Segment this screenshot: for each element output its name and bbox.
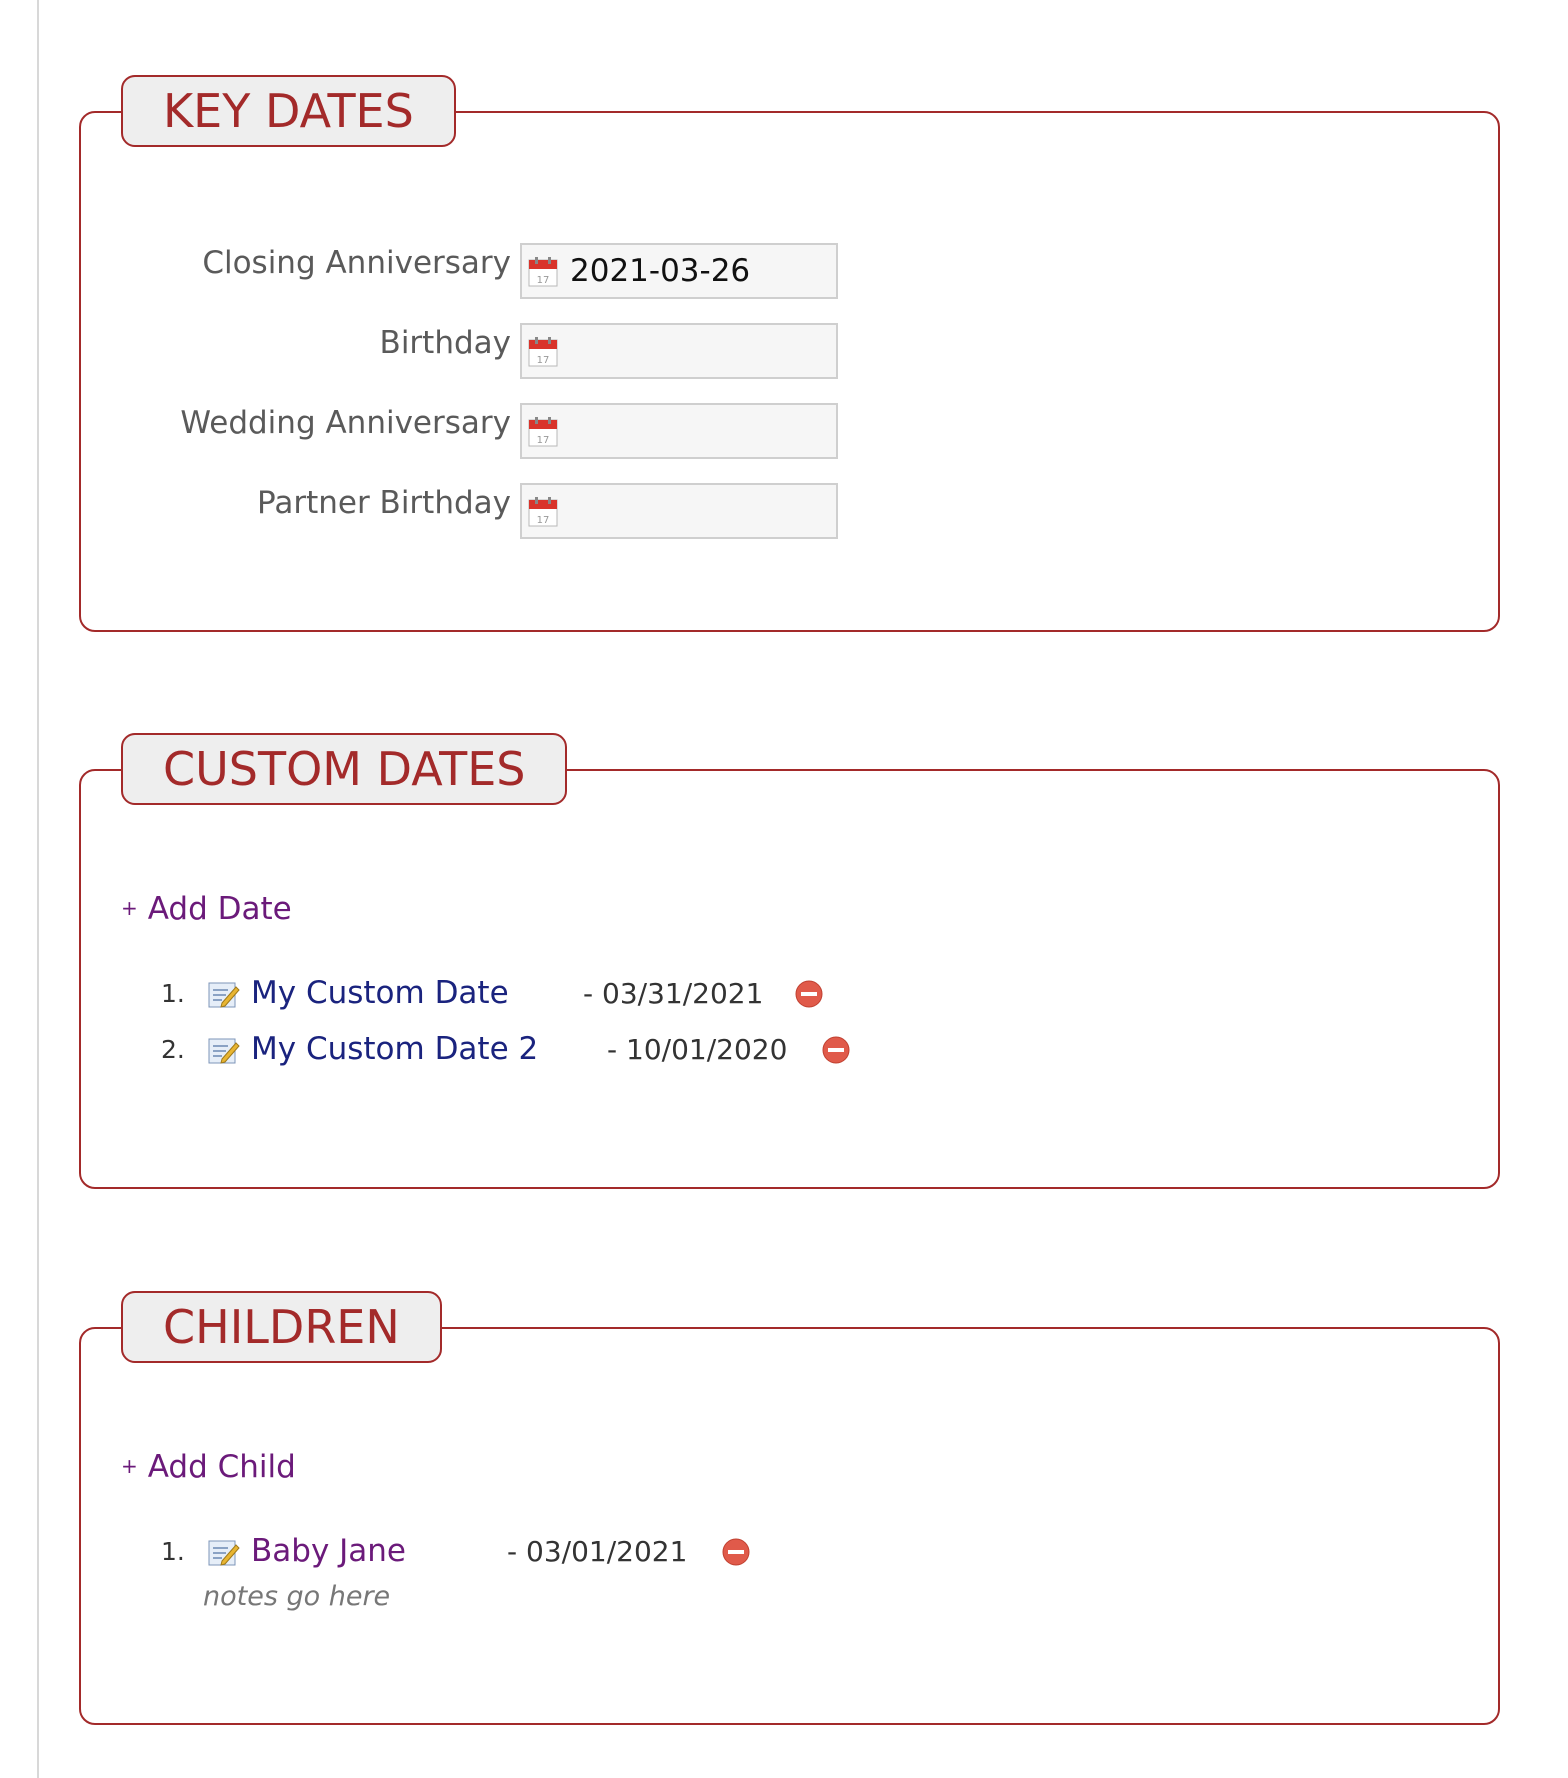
list-number: 2. — [161, 1035, 185, 1064]
svg-text:17: 17 — [536, 275, 550, 286]
plus-icon: + — [121, 896, 138, 920]
add-child-link[interactable] — [121, 1449, 296, 1485]
birthday-row — [81, 323, 981, 379]
birthday-label: Birthday — [379, 325, 511, 361]
add-child-label: Add Child — [147, 1449, 296, 1485]
edit-icon[interactable] — [208, 1537, 240, 1567]
birthday-input[interactable] — [570, 331, 820, 371]
calendar-icon[interactable] — [528, 497, 558, 527]
partner-birthday-field[interactable] — [520, 483, 838, 539]
wedding-anniversary-row — [81, 403, 981, 459]
edit-icon[interactable] — [208, 979, 240, 1009]
remove-icon[interactable] — [794, 979, 824, 1009]
calendar-icon[interactable] — [528, 257, 558, 287]
list-number: 1. — [161, 1537, 185, 1566]
child-date-value: - 03/01/2021 — [507, 1535, 688, 1568]
add-date-label: Add Date — [147, 891, 292, 927]
closing-anniversary-field[interactable] — [520, 243, 838, 299]
custom-dates-title: CUSTOM DATES — [121, 733, 567, 805]
calendar-icon[interactable] — [528, 337, 558, 367]
custom-date-link[interactable]: My Custom Date — [251, 975, 509, 1011]
custom-date-link[interactable]: My Custom Date 2 — [251, 1031, 539, 1067]
svg-text:17: 17 — [536, 515, 550, 526]
wedding-anniversary-label: Wedding Anniversary — [180, 405, 511, 441]
calendar-icon[interactable] — [528, 417, 558, 447]
child-notes: notes go here — [203, 1581, 391, 1612]
wedding-anniversary-field[interactable] — [520, 403, 838, 459]
custom-date-value: - 03/31/2021 — [583, 977, 764, 1010]
left-border-rule — [37, 0, 39, 1778]
partner-birthday-input[interactable] — [570, 491, 820, 531]
svg-text:17: 17 — [536, 355, 550, 366]
children-title: CHILDREN — [121, 1291, 442, 1363]
plus-icon: + — [121, 1454, 138, 1478]
birthday-field[interactable] — [520, 323, 838, 379]
children-section — [79, 1300, 1500, 1725]
key-dates-section — [79, 84, 1500, 632]
key-dates-title: KEY DATES — [121, 75, 456, 147]
partner-birthday-label: Partner Birthday — [257, 485, 511, 521]
remove-icon[interactable] — [721, 1537, 751, 1567]
partner-birthday-row — [81, 483, 981, 539]
child-link[interactable]: Baby Jane — [251, 1533, 406, 1569]
closing-anniversary-input[interactable] — [570, 251, 820, 291]
edit-icon[interactable] — [208, 1035, 240, 1065]
list-number: 1. — [161, 979, 185, 1008]
custom-dates-section — [79, 742, 1500, 1189]
svg-text:17: 17 — [536, 435, 550, 446]
closing-anniversary-label: Closing Anniversary — [202, 245, 511, 281]
wedding-anniversary-input[interactable] — [570, 411, 820, 451]
custom-date-value: - 10/01/2020 — [607, 1033, 788, 1066]
remove-icon[interactable] — [821, 1035, 851, 1065]
closing-anniversary-row — [81, 243, 981, 299]
add-date-link[interactable] — [121, 891, 292, 927]
